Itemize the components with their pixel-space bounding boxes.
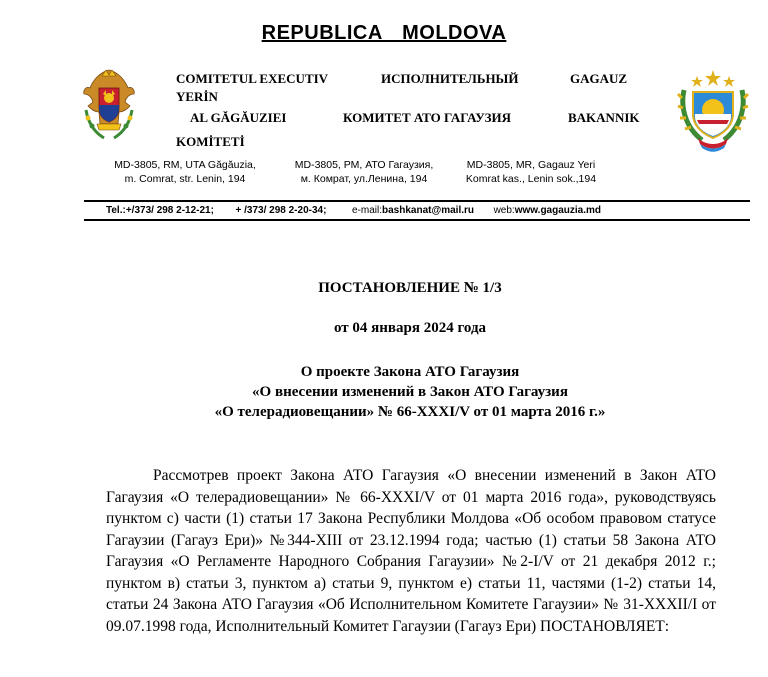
document-body [106,465,716,637]
web-address[interactable]: www.gagauzia.md [514,205,602,216]
authority-ro-line1: COMITETUL EXECUTIV [176,71,329,86]
moldova-coat-of-arms-icon [80,66,138,148]
address-ro-line2: m. Comrat, str. Lenin, 194 [124,173,246,185]
email-address[interactable]: bashkanat@mail.ru [382,205,475,216]
authority-gag-line1b: YERİN [176,89,218,104]
address-ru [279,158,449,186]
web-label: web: [493,205,515,216]
tel-label: Tel.: [106,205,126,216]
address-gag-line1: MD-3805, MR, Gagauz Yeri [466,159,596,171]
document-date: от 04 января 2024 года [333,320,487,336]
tel-number-2: + /373/ 298 2-20-34; [235,205,327,216]
document-title: ПОСТАНОВЛЕНИЕ № 1/3 [318,280,502,296]
gagauzia-coat-of-arms-icon [676,64,750,156]
authority-ru-line1: ИСПОЛНИТЕЛЬНЫЙ [381,71,519,86]
authority-gag-line1: GAGAUZ [570,71,628,86]
authority-gag-line3: KOMİTETİ [176,134,245,149]
header-rule-top [84,200,750,202]
authority-gag-line2: BAKANNIK [568,110,640,125]
authority-ro-line2: AL GĂGĂUZIEI [190,110,287,125]
country-title: REPUBLICA MOLDOVA [261,22,507,44]
subject-line-2: «О внесении изменений в Закон АТО Гагаузия [252,384,568,400]
subject-line-3: «О телерадиовещании» № 66-XXXI/V от 01 марта 2016 г.» [214,404,606,420]
authority-ru-line2: КОМИТЕТ АТО ГАГАУЗИЯ [343,110,512,125]
subject-line-1: О проекте Закона АТО Гагаузия [300,364,520,380]
contact-line [106,205,601,216]
address-ru-line2: м. Комрат, ул.Ленина, 194 [300,173,428,185]
address-gag [446,158,616,186]
body-paragraph: Рассмотрев проект Закона АТО Гагаузия «О внесении изменений в Закон АТО Гагаузия «О телерадиовещании» № 66-XXXI/V от 01 марта 2016 года», руководствуясь пунктом с) части (1) статьи 17 Закона Республики Молдова «Об особом правовом статусе Гагаузии (Гагауз Ери)» №344-XIII от 23.12.1994 года; частью (1) статьи 58 Закона АТО Гагаузия «О Регламенте Народного Собрания Гагаузии» №2-I/V от 21 декабря 2012 г.; пунктом в) статьи 3, пунктом а) статьи 9, пунктом е) статьи 11, частями (1-2) статьи 14, статьи 24 Закона АТО Гагаузия «Об Исполнительном Комитете Гагаузии» № 31-XXXII/I от 09.07.1998 года, Исполнительный Комитет Гагаузии (Гагауз Ери) ПОСТАНОВЛЯЕТ: [106,467,716,635]
address-ru-line1: MD-3805, РМ, АТО Гагаузия, [294,159,434,171]
address-ro-line1: MD-3805, RM, UTA Găgăuzia, [114,159,256,171]
email-label: e-mail: [351,205,382,216]
address-ro [100,158,270,186]
header-rule-bottom [84,219,750,221]
address-gag-line2: Komrat kas., Lenin sok.,194 [465,173,597,185]
tel-number-1: +/373/ 298 2-12-21; [125,205,214,216]
